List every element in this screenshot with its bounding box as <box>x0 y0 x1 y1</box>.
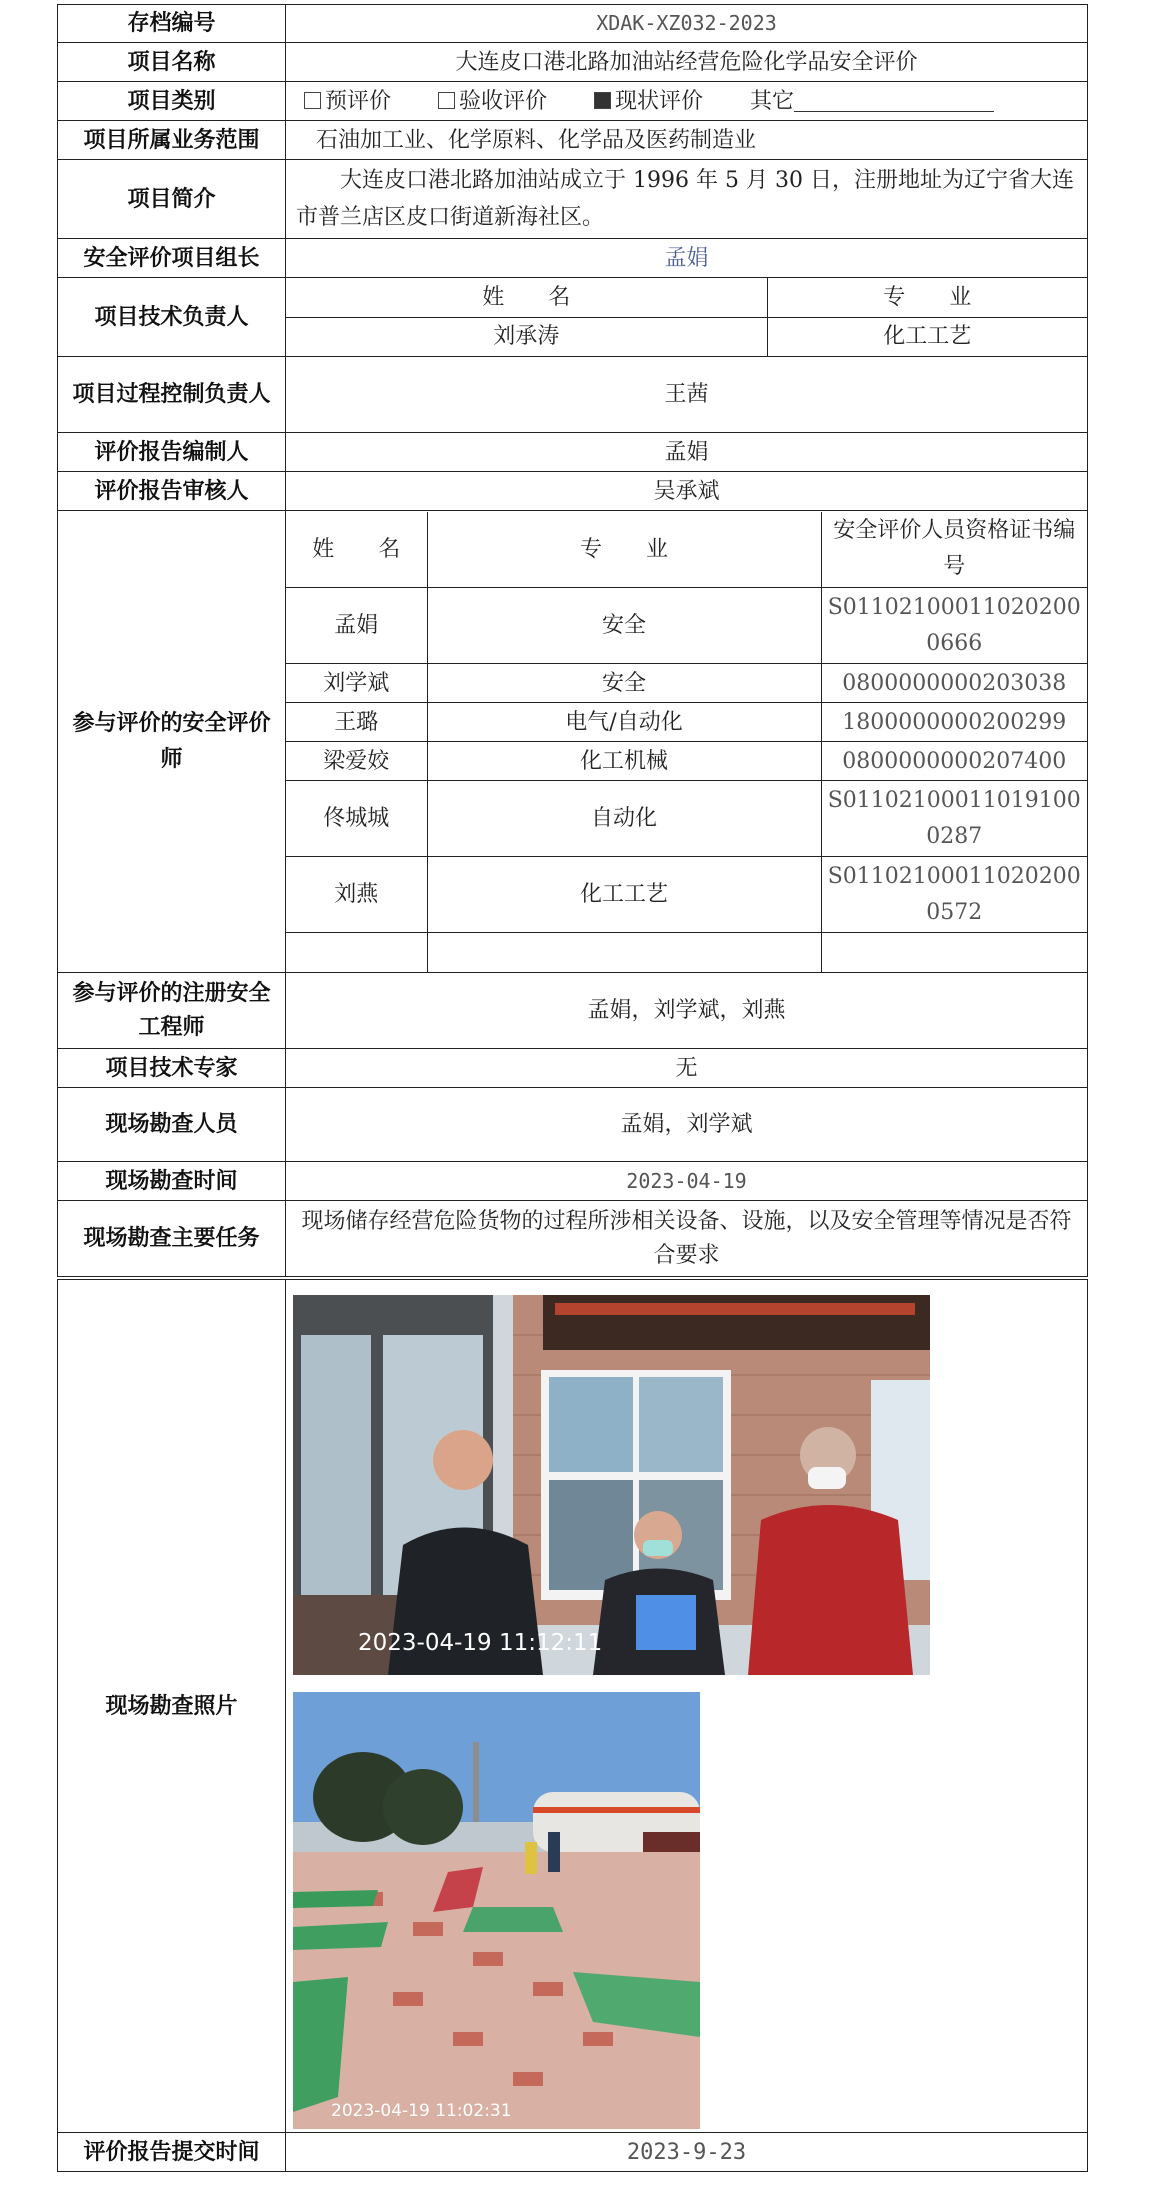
evaluator-major: 化工机械 <box>427 742 821 781</box>
report-author-value: 孟娟 <box>286 433 1088 472</box>
process-control-label: 项目过程控制负责人 <box>58 357 286 433</box>
option-acceptance-eval[interactable]: 验收评价 <box>438 83 547 120</box>
survey-task-value: 现场储存经营危险货物的过程所涉相关设备、设施，以及安全管理等情况是否符合要求 <box>286 1201 1088 1277</box>
business-scope-value: 石油加工业、化学原料、化学品及医药制造业 <box>286 121 1088 160</box>
evaluators-label: 参与评价的安全评价师 <box>58 511 286 973</box>
info-table <box>57 4 1088 1277</box>
evaluator-name: 王璐 <box>286 703 427 742</box>
option-status-eval[interactable]: 现状评价 <box>594 83 703 120</box>
tech-lead-major: 化工工艺 <box>767 317 1087 356</box>
archive-no-value: XDAK-XZ032-2023 <box>286 5 1088 43</box>
table-row <box>286 664 1087 703</box>
evaluator-cert: S011021000110202000572 <box>821 857 1087 933</box>
experts-value: 无 <box>286 1049 1088 1088</box>
evaluators-name-header: 姓 名 <box>286 512 427 588</box>
evaluator-cert: 1800000000200299 <box>821 703 1087 742</box>
survey-time-value: 2023-04-19 <box>286 1162 1088 1201</box>
evaluator-name: 孟娟 <box>286 588 427 664</box>
evaluator-cert: S011021000110191000287 <box>821 781 1087 857</box>
experts-label: 项目技术专家 <box>58 1049 286 1088</box>
survey-photo-1 <box>293 1295 930 1675</box>
report-reviewer-value: 吴承斌 <box>286 472 1088 511</box>
survey-time-label: 现场勘查时间 <box>58 1162 286 1201</box>
option-other[interactable]: 其它 <box>750 89 994 114</box>
evaluator-cert: 0800000000207400 <box>821 742 1087 781</box>
submit-time-label: 评价报告提交时间 <box>58 2133 286 2172</box>
engineers-value: 孟娟，刘学斌，刘燕 <box>286 973 1088 1049</box>
evaluators-cert-header: 安全评价人员资格证书编号 <box>821 512 1087 588</box>
business-scope-label: 项目所属业务范围 <box>58 121 286 160</box>
evaluator-major: 化工工艺 <box>427 857 821 933</box>
table-row <box>286 703 1087 742</box>
project-type-label: 项目类别 <box>58 82 286 121</box>
team-leader-value: 孟娟 <box>286 239 1088 278</box>
evaluator-major: 电气/自动化 <box>427 703 821 742</box>
evaluator-cert: 0800000000203038 <box>821 664 1087 703</box>
tech-lead-table <box>286 278 1087 356</box>
checkbox-icon <box>438 92 455 109</box>
table-row <box>286 781 1087 857</box>
project-type-options <box>286 82 1088 121</box>
tech-lead-cell <box>286 278 1088 357</box>
evaluator-name: 佟城城 <box>286 781 427 857</box>
photo-table <box>57 1279 1088 2172</box>
checkbox-icon <box>304 92 321 109</box>
other-underline <box>794 87 994 112</box>
evaluator-name: 刘学斌 <box>286 664 427 703</box>
photo-1-timestamp: 2023-04-19 11:12:11 <box>358 1630 603 1656</box>
archive-no-label: 存档编号 <box>58 5 286 43</box>
survey-staff-value: 孟娟，刘学斌 <box>286 1088 1088 1162</box>
option-pre-eval[interactable]: 预评价 <box>304 83 391 120</box>
evaluator-name: 梁爱姣 <box>286 742 427 781</box>
intro-value: 大连皮口港北路加油站成立于 1996 年 5 月 30 日，注册地址为辽宁省大连市普兰店区皮口街道新海社区。 <box>286 160 1088 239</box>
table-row <box>286 857 1087 933</box>
tech-lead-name: 刘承涛 <box>286 317 767 356</box>
survey-photo-2 <box>293 1692 700 2129</box>
evaluators-cell <box>286 511 1088 973</box>
photos-label: 现场勘查照片 <box>58 1280 286 2133</box>
tech-lead-name-header: 姓 名 <box>286 278 767 317</box>
engineers-label: 参与评价的注册安全工程师 <box>58 973 286 1049</box>
report-reviewer-label: 评价报告审核人 <box>58 472 286 511</box>
table-row <box>286 588 1087 664</box>
evaluator-name: 刘燕 <box>286 857 427 933</box>
checkbox-checked-icon <box>594 92 611 109</box>
tech-lead-major-header: 专 业 <box>767 278 1087 317</box>
project-name-value: 大连皮口港北路加油站经营危险化学品安全评价 <box>286 43 1088 82</box>
submit-time-value: 2023-9-23 <box>286 2133 1088 2172</box>
process-control-value: 王茜 <box>286 357 1088 433</box>
report-author-label: 评价报告编制人 <box>58 433 286 472</box>
table-row <box>286 742 1087 781</box>
table-row-empty <box>286 933 1087 972</box>
tech-lead-label: 项目技术负责人 <box>58 278 286 357</box>
survey-staff-label: 现场勘查人员 <box>58 1088 286 1162</box>
evaluators-table <box>286 512 1087 972</box>
evaluator-major: 自动化 <box>427 781 821 857</box>
team-leader-label: 安全评价项目组长 <box>58 239 286 278</box>
evaluator-cert: S011021000110202000666 <box>821 588 1087 664</box>
photo-2-timestamp: 2023-04-19 11:02:31 <box>331 2101 512 2121</box>
intro-label: 项目简介 <box>58 160 286 239</box>
project-name-label: 项目名称 <box>58 43 286 82</box>
evaluators-major-header: 专 业 <box>427 512 821 588</box>
survey-task-label: 现场勘查主要任务 <box>58 1201 286 1277</box>
evaluator-major: 安全 <box>427 588 821 664</box>
photos-cell <box>286 1280 1088 2133</box>
evaluator-major: 安全 <box>427 664 821 703</box>
